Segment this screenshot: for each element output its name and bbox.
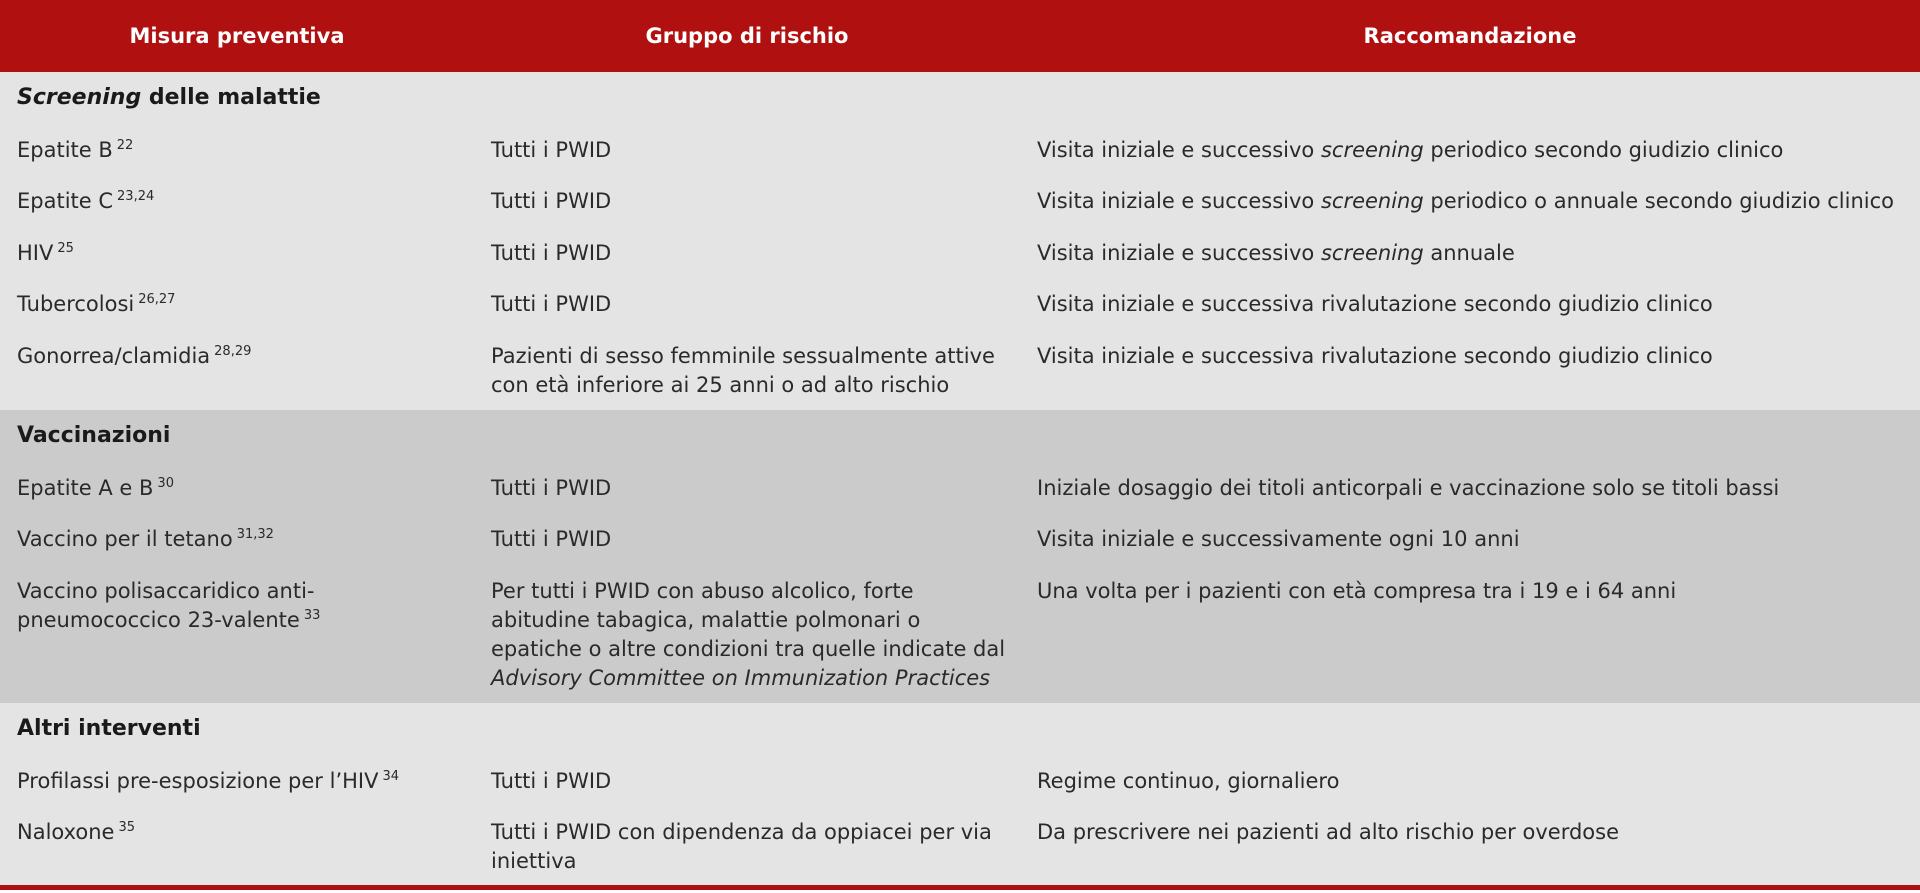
table-row-measure: Vaccino per il tetano $^{31,32}$: [17, 527, 274, 551]
table-row-group: Pazienti di sesso femminile sessualmente attive con età inferiore ai 25 anni o ad alto rischio: [491, 344, 995, 397]
table-row-measure: Epatite B $^{22}$: [17, 138, 134, 162]
table-row-group: Tutti i PWID: [491, 769, 612, 793]
table-header: [0, 0, 1920, 72]
table-row-group: Tutti i PWID: [491, 138, 612, 162]
table-row-group: Per tutti i PWID con abuso alcolico, forte abitudine tabagica, malattie polmonari o epatiche o altre condizioni tra quelle indicate dal Advisory Committee on Immunization Practices: [491, 579, 1006, 690]
table-row-recommendation: Visita iniziale e successivamente ogni 10 anni: [1037, 527, 1520, 551]
table-row-group: Tutti i PWID: [491, 292, 612, 316]
table-row-measure: HIV $^{25}$: [17, 241, 74, 265]
table-row-recommendation: Visita iniziale e successivo screening periodico o annuale secondo giudizio clinico: [1037, 189, 1894, 213]
table-row-measure: Tubercolosi $^{26,27}$: [17, 292, 176, 316]
table-row-recommendation: Visita iniziale e successivo screening annuale: [1037, 241, 1515, 265]
table-row-recommendation: Da prescrivere nei pazienti ad alto rischio per overdose: [1037, 820, 1619, 844]
table-row-group: Tutti i PWID: [491, 241, 612, 265]
section-title-screening: Screening delle malattie: [17, 85, 321, 110]
table-row-recommendation: Una volta per i pazienti con età compresa tra i 19 e i 64 anni: [1037, 579, 1677, 603]
table-row-recommendation: Visita iniziale e successivo screening periodico secondo giudizio clinico: [1037, 138, 1784, 162]
table-row-group: Tutti i PWID: [491, 476, 612, 500]
section-title-other-interventions: Altri interventi: [17, 716, 201, 741]
table-row-recommendation: Visita iniziale e successiva rivalutazione secondo giudizio clinico: [1037, 292, 1713, 316]
table-row-measure: Profilassi pre-esposizione per l’HIV $^{34}$: [17, 769, 400, 793]
section-screening: [0, 72, 1920, 410]
table-row-group: Tutti i PWID con dipendenza da oppiacei per via iniettiva: [491, 820, 992, 873]
table-row-group: Tutti i PWID: [491, 189, 612, 213]
header-risk-group: Gruppo di rischio: [645, 24, 849, 48]
table-row-measure: Naloxone $^{35}$: [17, 820, 136, 844]
table-row-measure: Gonorrea/clamidia $^{28,29}$: [17, 344, 252, 368]
bottom-divider: [0, 885, 1920, 890]
section-title-vaccinations: Vaccinazioni: [17, 423, 171, 448]
table-row-group: Tutti i PWID: [491, 527, 612, 551]
table-row-recommendation: Visita iniziale e successiva rivalutazione secondo giudizio clinico: [1037, 344, 1713, 368]
header-recommendation: Raccomandazione: [1363, 24, 1577, 48]
section-vaccinations: [0, 410, 1920, 703]
header-measure: Misura preventiva: [129, 24, 345, 48]
table-row-measure: Vaccino polisaccaridico anti- pneumococcico 23-valente $^{33}$: [17, 579, 321, 632]
table-row-recommendation: Regime continuo, giornaliero: [1037, 769, 1340, 793]
section-other-interventions: [0, 703, 1920, 885]
table-row-recommendation: Iniziale dosaggio dei titoli anticorpali e vaccinazione solo se titoli bassi: [1037, 476, 1780, 500]
table-row-measure: Epatite C $^{23,24}$: [17, 189, 155, 213]
table-row-measure: Epatite A e B $^{30}$: [17, 476, 174, 500]
